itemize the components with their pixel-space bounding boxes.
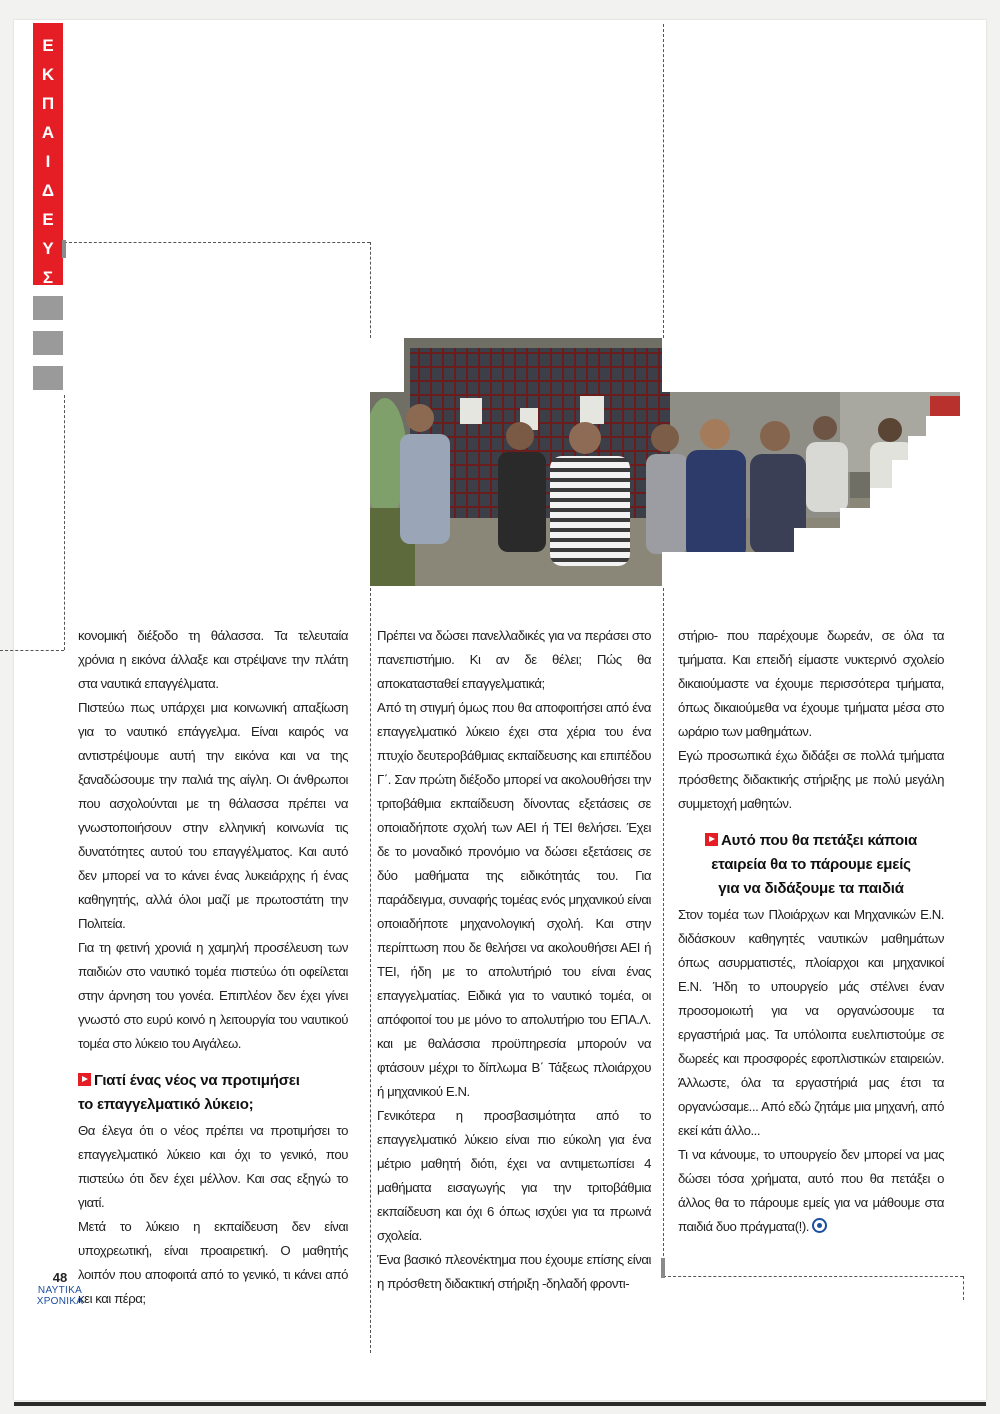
section-letter: Π — [41, 94, 55, 113]
body-paragraph: Στον τομέα των Πλοιάρχων και Μηχανικών Ε.Ν. διδάσκουν καθηγητές ναυτικών μαθημάτων όπως ασυρματιστές, πλοίαρχοι και μηχανικοί Ε.Ν. Ήδη το υπουργείο μάς στέλνει έναν προσομοιωτή για να οργανώσουμε τα εργαστήριά μας. Τα υπόλοιπα ευελπιστούμε σε δωρεές και προσφορές εφοπλιστικών εταιρειών. Άλλωστε, όλα τα εργαστήριά μας έτσι τα οργανώσαμε... Από εδώ ζητάμε μια μηχανή, από εκεί κάτι άλλο... — [678, 907, 944, 1138]
frame-line — [370, 588, 371, 1353]
body-paragraph: Ένα βασικό πλεονέκτημα που έχουμε επίσης είναι η πρόσθετη διδακτική στήριξη -δηλαδή φροντι- — [377, 1252, 651, 1291]
frame-line — [663, 24, 664, 338]
magazine-name — [30, 1285, 90, 1307]
gray-block — [33, 296, 63, 320]
gray-block — [33, 366, 63, 390]
section-letter: Ι — [45, 152, 51, 171]
body-paragraph: Μετά το λύκειο η εκπαίδευση δεν είναι υποχρεωτική, είναι προαιρετική. Ο μαθητής λοιπόν που αποφοιτά από το γενικό, τι κάνει από κει και πέρα; — [78, 1219, 348, 1306]
section-letter: Ε — [42, 36, 54, 55]
subheading-line: για να διδάξουμε τα παιδιά — [718, 880, 904, 897]
article-column-2 — [377, 624, 651, 1296]
body-paragraph: Από τη στιγμή όμως που θα αποφοιτήσει από ένα επαγγελματικό λύκειο έχει στα χέρια του ένα πτυχίο δευτεροβάθμιας εκπαίδευσης και επιπέδου Γ΄. Σαν πρώτη διέξοδο μπορεί να ακολουθήσει την τριτοβάθμια εκπαίδευση δίνοντας εξετάσεις σε οποιαδήποτε σχολή των ΑΕΙ ή ΤΕΙ θελήσει. Έχει δε το μοναδικό προνόμιο να δώσει εξετάσεις σε δύο μαθήματα της ειδικότητάς του. Για παράδειγμα, συναφής τομέας ενός μηχανικού είναι οποιαδήποτε μηχανολογική σχολή. Και στην περίπτωση που δε θελήσει να ακολουθήσει ΑΕΙ ή ΤΕΙ, ήδη με το απολυτήριό του είναι ένας επαγγελματίας. Ειδικά για το ναυτικό τομέα, οι απόφοιτοί του με μόνο το απολυτήριο του ΕΠΑ.Λ. και με θαλάσσια προϋπηρεσία μπορούν να φτάσουν μέχρι το δίπλωμα Β΄ Τάξεως πλοιάρχου ή μηχανικού Ε.Ν. — [377, 700, 651, 1099]
body-paragraph: Γενικότερα η προσβασιμότητα από το επαγγελματικό λύκειο είναι πιο εύκολη για ένα μέτριο μαθητή διότι, έχει να αντιμετωπίσει 4 μαθήματα εισαγωγής για την τριτοβάθμια εκπαίδευση και όχι 6 όπως ισχύει για τα πρωινά σχολεία. — [377, 1108, 651, 1243]
subheading-line: Γιατί ένας νέος να προτιμήσει — [94, 1072, 300, 1089]
magazine-name-line: ΧΡΟΝΙΚΑ — [36, 1296, 84, 1307]
body-paragraph — [678, 1143, 944, 1239]
subheading-line: εταιρεία θα το πάρουμε εμείς — [711, 856, 911, 873]
section-letter: Δ — [41, 181, 55, 200]
corner-tick — [661, 1258, 665, 1278]
bottom-rule — [14, 1402, 986, 1406]
frame-line — [663, 588, 664, 1276]
magazine-name-line: ΝΑΥΤΙΚΑ — [37, 1285, 83, 1296]
article-column-1 — [78, 624, 348, 1311]
end-of-article-icon — [812, 1218, 827, 1233]
subheading — [78, 1069, 348, 1117]
frame-line — [64, 395, 65, 650]
frame-line — [64, 242, 370, 243]
subheading — [678, 829, 944, 901]
section-letter: Α — [41, 123, 55, 142]
red-arrow-icon — [78, 1073, 91, 1086]
body-paragraph: στήριο- που παρέχουμε δωρεάν, σε όλα τα τμήματα. Και επειδή είμαστε νυκτερινό σχολείο δικαιούμαστε να έχουμε περισσότερα τμήματα, όπως δικαιούμεθα να έχουμε τμήματα μέσα στο ωράριο των μαθημάτων. — [678, 628, 944, 739]
frame-line — [0, 650, 64, 651]
section-tab — [33, 23, 63, 285]
gray-block — [33, 331, 63, 355]
body-paragraph: Πιστεύω πως υπάρχει μια κοινωνική απαξίωση για το ναυτικό επάγγελμα. Είναι καιρός να αντιστρέψουμε αυτή την εικόνα και να της ξαναδώσουμε την παλιά της αίγλη. Οι άνθρωποι που ασχολούνται με τη θάλασσα πρέπει να γνωστοποιήσουν στην ελληνική κοινωνία τις δυνατότητες αυτού του επαγγέλματος. Και αυτό δεν μπορεί να το κάνει ένας λυκειάρχης ή ένας καθηγητής, αλλά όλοι μαζί με πρωτοστάτη την Πολιτεία. — [78, 700, 348, 931]
body-paragraph: Για τη φετινή χρονιά η χαμηλή προσέλευση των παιδιών στο ναυτικό τομέα πιστεύω ότι οφείλεται στην άρνηση του γονέα. Επιπλέον δεν έχει γίνει γνωστό στο ευρύ κοινό η λειτουργία του ναυτικού τομέα στο λύκειο του Αιγάλεω. — [78, 940, 348, 1051]
subheading-line: το επαγγελματικό λύκειο; — [78, 1096, 254, 1113]
final-paragraph-text: Τι να κάνουμε, το υπουργείο δεν μπορεί να μας δώσει τόσα χρήματα, αυτό που θα πετάξει ο άλλος θα το πάρουμε εμείς για να μάθουμε στα παιδιά δυο πράγματα(!). — [678, 1147, 944, 1234]
body-paragraph: Πρέπει να δώσει πανελλαδικές για να περάσει στο πανεπιστήμιο. Κι αν δε θέλει; Πώς θα αποκατασταθεί επαγγελματικά; — [377, 628, 651, 691]
corner-tick — [62, 240, 66, 258]
photo-students-gate-icon — [370, 338, 960, 586]
section-label — [33, 31, 63, 321]
page-number: 48 — [52, 1270, 68, 1285]
subheading-line: Αυτό που θα πετάξει κάποια — [721, 832, 917, 849]
red-arrow-icon — [705, 833, 718, 846]
section-letter: Ε — [42, 210, 54, 229]
frame-line — [370, 242, 371, 338]
body-paragraph: Θα έλεγα ότι ο νέος πρέπει να προτιμήσει το επαγγελματικό λύκειο και όχι το γενικό, που πιστεύω ότι δεν έχει μέλλον. Και σας εξηγώ το γιατί. — [78, 1123, 348, 1210]
article-photo — [370, 338, 960, 586]
section-letter: Κ — [41, 65, 55, 84]
body-paragraph: Εγώ προσωπικά έχω διδάξει σε πολλά τμήματα πρόσθετης διδακτικής στήριξης με πολύ μεγάλη συμμετοχή μαθητών. — [678, 748, 944, 811]
frame-line — [963, 1276, 964, 1300]
folio — [30, 1270, 90, 1307]
section-letter: Υ — [42, 239, 54, 258]
section-letter: Σ — [42, 268, 54, 287]
frame-line — [663, 1276, 963, 1277]
article-column-3 — [678, 624, 944, 1239]
body-paragraph: κονομική διέξοδο τη θάλασσα. Τα τελευταία χρόνια η εικόνα άλλαξε και στρέψανε την πλάτη στα ναυτικά επαγγέλματα. — [78, 628, 348, 691]
